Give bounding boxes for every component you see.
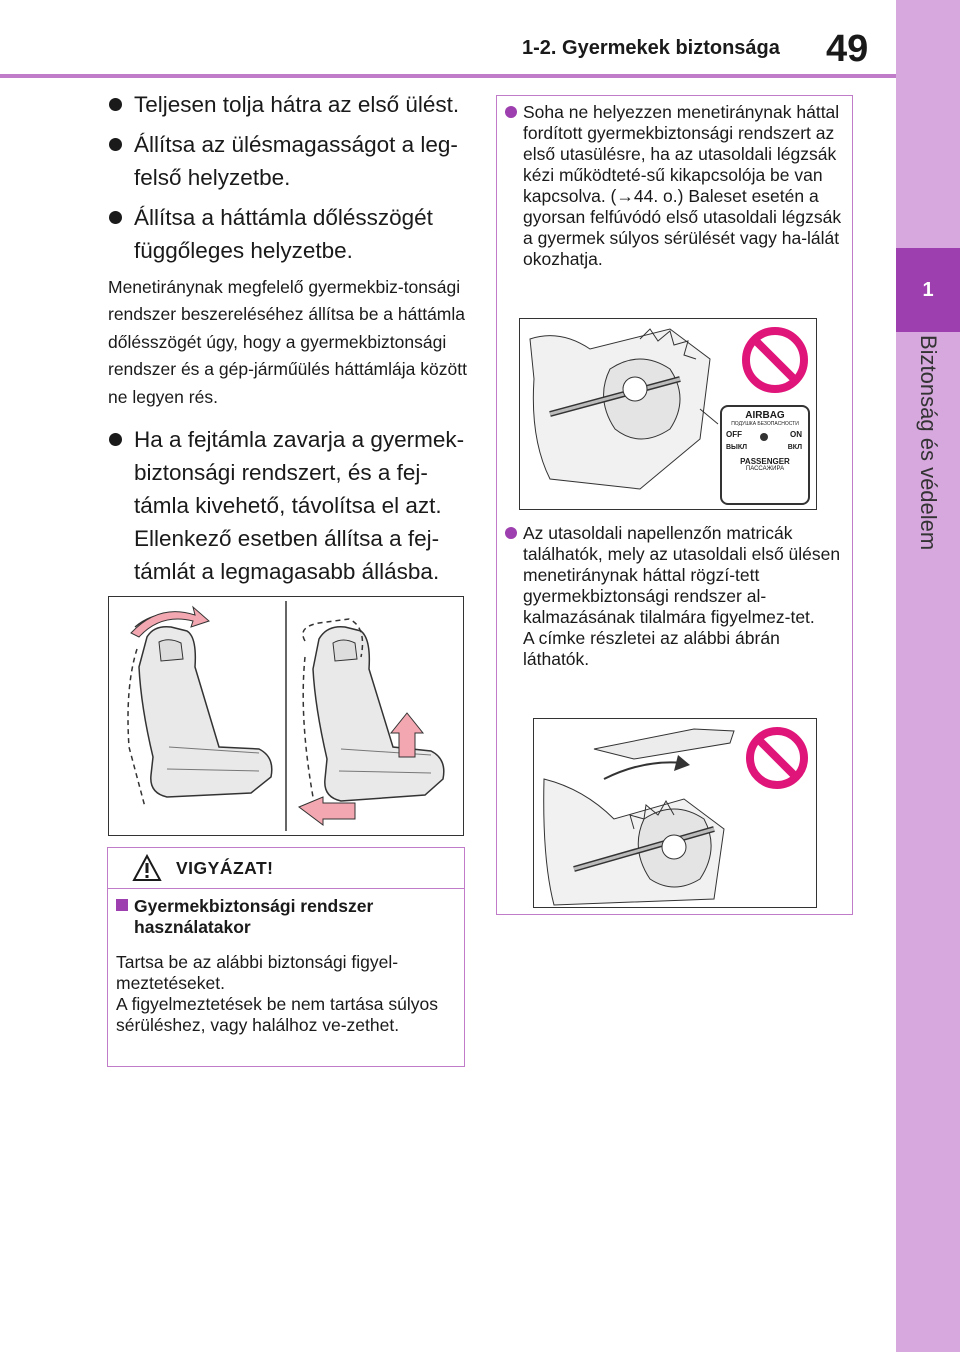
warning-text: A címke részletei az alábbi ábrán láthatók. (523, 628, 780, 669)
airbag-switch-figure (519, 318, 817, 510)
caution-body (116, 952, 456, 1036)
prohibition-icon (744, 725, 810, 791)
section-title: 1-2. Gyermekek biztonsága (522, 37, 780, 59)
left-column (108, 88, 468, 595)
body-paragraph: Menetiránynak megfelelő gyermekbiz-tonsági rendszer beszereléséhez állítsa be a háttámla dőlésszögét úgy, hogy a gyermekbiztonsági rendszer és a gép-járműülés háttámlája között ne legyen rés. (108, 277, 467, 407)
round-bullet-icon (505, 106, 517, 118)
airbag-passenger-ru-label: ПАССАЖИРА (745, 466, 785, 472)
page-number: 49 (826, 28, 869, 70)
airbag-passenger-label: PASSENGER (740, 457, 790, 466)
list-item: Ha a fejtámla zavarja a gyermek-biztonsági rendszert, és a fej-támla kivehető, távolítsa el azt. Ellenkező esetben állítsa a fej-támlát a legmagasabb állásba. (108, 423, 468, 588)
list-item: Állítsa az ülésmagasságot a leg-felső helyzetbe. (108, 128, 468, 194)
warning-item (505, 102, 843, 270)
airbag-label (720, 405, 810, 505)
square-bullet-icon (116, 899, 128, 911)
airbag-off-ru-label: ВЫКЛ (726, 444, 748, 451)
airbag-label-title: AIRBAG (745, 410, 785, 421)
airbag-indicator-icon (760, 433, 768, 441)
airbag-on-ru-label: ВКЛ (787, 444, 802, 451)
round-bullet-icon (505, 527, 517, 539)
caution-box (107, 847, 465, 1067)
caution-header (108, 848, 464, 889)
chapter-tab[interactable] (896, 248, 960, 332)
caution-text: Tartsa be az alábbi biztonsági figyel-meztetéseket. (116, 952, 399, 993)
warning-triangle-icon (132, 854, 162, 882)
list-item: Teljesen tolja hátra az első ülést. (108, 88, 468, 121)
airbag-label-title-ru: ПОДУШКА БЕЗОПАСНОСТИ (731, 421, 799, 427)
list-item: Állítsa a háttámla dőlésszögét függőleges helyzetbe. (108, 201, 468, 267)
chapter-sidebar (896, 0, 960, 1352)
sun-visor-figure (533, 718, 817, 908)
prohibition-icon (740, 325, 810, 395)
airbag-off-label: OFF (726, 430, 742, 439)
chapter-title: Biztonság és védelem (916, 335, 941, 551)
warning-item (505, 523, 843, 670)
caution-subtitle (116, 896, 464, 938)
airbag-on-label: ON (790, 430, 802, 439)
caution-title: VIGYÁZAT! (176, 858, 274, 878)
caution-subtitle-text: Gyermekbiztonsági rendszer használatakor (134, 896, 374, 937)
chapter-number: 1 (922, 278, 934, 301)
warning-box (496, 95, 853, 915)
header-rule (0, 74, 896, 78)
warning-text: Az utasoldali napellenzőn matricák találhatók, mely az utasoldali első ülésen menetiránynak háttal rögzí-tett gyermekbiztonsági rendszer al-kalmazásának tilalmára figyelmez-tet. (523, 523, 841, 627)
caution-text: A figyelmeztetések be nem tartása súlyos sérüléshez, vagy halálhoz ve-zethet. (116, 994, 438, 1035)
seat-adjustment-figure (108, 596, 464, 836)
warning-text: Soha ne helyezzen menetiránynak háttal fordított gyermekbiztonsági rendszert az első utasülésre, ha az utasoldali légzsák kézi működteté-sű kikapcsolója be van kapcsolva. (→44. o.) Baleset esetén a gyorsan felfúvódó első utasoldali légzsák a gyermek súlyos sérülését vagy ha-lálát okozhatja. (523, 102, 842, 269)
seat-illustration (109, 597, 463, 835)
